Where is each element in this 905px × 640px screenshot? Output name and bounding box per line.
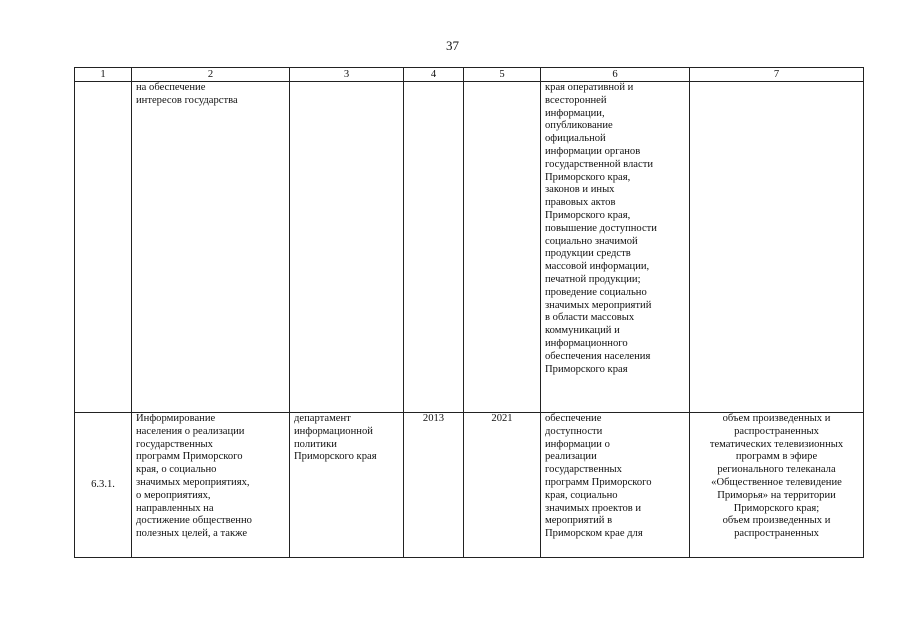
cell-text-line: государственной власти: [545, 158, 654, 170]
executor-cell: [290, 413, 404, 558]
cell-text-line: «Общественное телевидение: [711, 476, 842, 488]
cell-text-line: распространенных: [734, 425, 819, 437]
cell-text-line: реализации: [545, 451, 597, 463]
cell-text-line: Приморского края;: [733, 502, 820, 514]
cell-text-line: проведение социально: [545, 286, 647, 298]
column-header-3: 3: [290, 68, 404, 82]
cell-text-line: полезных целей, а также: [136, 528, 248, 540]
start-year-cell: 2013: [404, 413, 464, 558]
cell-text-line: программ в эфире: [735, 451, 818, 463]
cell-text-line: тематических телевизионных: [709, 438, 844, 450]
cell-text-line: Приморского края,: [545, 209, 631, 221]
cell-text-line: доступности: [545, 425, 603, 437]
column-header-4: 4: [404, 68, 464, 82]
cell-text-line: повышение доступности: [545, 222, 657, 234]
cell-text-line: обеспечение: [545, 413, 602, 424]
cell-text-line: информационной: [294, 425, 373, 437]
executor-cell: [290, 82, 404, 413]
task-name-cell: [132, 82, 290, 413]
cell-text-line: опубликование: [545, 120, 613, 132]
column-header-1: 1: [75, 68, 132, 82]
row-number-cell: 6.3.1.: [75, 413, 132, 558]
column-header-7: 7: [690, 68, 864, 82]
expected-result-cell: [541, 82, 690, 413]
cell-text-line: края оперативной и: [545, 82, 634, 93]
end-year-cell: 2021: [464, 413, 541, 558]
indicator-cell: [690, 413, 864, 558]
cell-text-line: мероприятий в: [545, 515, 613, 527]
cell-text-line: Приморского края,: [545, 171, 631, 183]
cell-text-line: значимых мероприятиях,: [136, 476, 250, 488]
cell-text-line: государственных: [545, 464, 622, 476]
end-year-cell: [464, 82, 541, 413]
column-number-row: [75, 68, 864, 82]
cell-text-line: информации органов: [545, 145, 641, 157]
cell-text-line: информации о: [545, 438, 610, 450]
column-header-5: 5: [464, 68, 541, 82]
cell-text-line: на обеспечение: [136, 82, 206, 93]
expected-result-cell: [541, 413, 690, 558]
cell-text-line: значимых проектов и: [545, 502, 642, 514]
cell-text-line: объем произведенных и: [722, 413, 831, 424]
cell-text-line: о мероприятиях,: [136, 489, 211, 501]
cell-text-line: социально значимой: [545, 235, 638, 247]
cell-text-line: государственных: [136, 438, 213, 450]
program-table: [74, 67, 864, 558]
indicator-cell: [690, 82, 864, 413]
cell-text-line: Приморском крае для: [545, 528, 643, 540]
cell-text-line: официальной: [545, 133, 606, 145]
cell-text-line: края, о социально: [136, 464, 217, 476]
cell-text-line: распространенных: [734, 528, 819, 540]
column-header-6: 6: [541, 68, 690, 82]
cell-text-line: программ Приморского: [136, 451, 243, 463]
cell-text-line: Приморского края: [294, 451, 377, 463]
cell-text-line: обеспечения населения: [545, 350, 651, 362]
cell-text-line: Приморья» на территории: [717, 489, 836, 501]
cell-text-line: населения о реализации: [136, 425, 245, 437]
cell-text-line: продукции средств: [545, 248, 631, 260]
page-number: 37: [446, 38, 459, 53]
cell-text-line: информационного: [545, 337, 628, 349]
table-row: [75, 413, 864, 558]
cell-text-line: законов и иных: [545, 184, 615, 196]
cell-text-line: коммуникаций и: [545, 325, 620, 337]
cell-text-line: края, социально: [545, 489, 618, 501]
cell-text-line: достижение общественно: [136, 515, 252, 527]
task-name-cell: [132, 413, 290, 558]
cell-text-line: регионального телеканала: [717, 464, 836, 476]
cell-text-line: Информирование: [136, 413, 216, 424]
cell-text-line: направленных на: [136, 502, 214, 514]
cell-text-line: значимых мероприятий: [545, 299, 652, 311]
cell-text-line: правовых актов: [545, 197, 616, 209]
cell-text-line: информации,: [545, 107, 605, 119]
row-number-cell: [75, 82, 132, 413]
cell-text-line: интересов государства: [136, 94, 238, 106]
cell-text-line: всесторонней: [545, 94, 607, 106]
table-row: [75, 82, 864, 413]
column-header-2: 2: [132, 68, 290, 82]
cell-text-line: печатной продукции;: [545, 273, 641, 285]
start-year-cell: [404, 82, 464, 413]
cell-text-line: объем произведенных и: [722, 515, 831, 527]
cell-text-line: массовой информации,: [545, 261, 650, 273]
cell-text-line: политики: [294, 438, 337, 450]
cell-text-line: программ Приморского: [545, 476, 652, 488]
cell-text-line: департамент: [294, 413, 351, 424]
cell-text-line: Приморского края: [545, 363, 628, 375]
cell-text-line: в области массовых: [545, 312, 635, 324]
